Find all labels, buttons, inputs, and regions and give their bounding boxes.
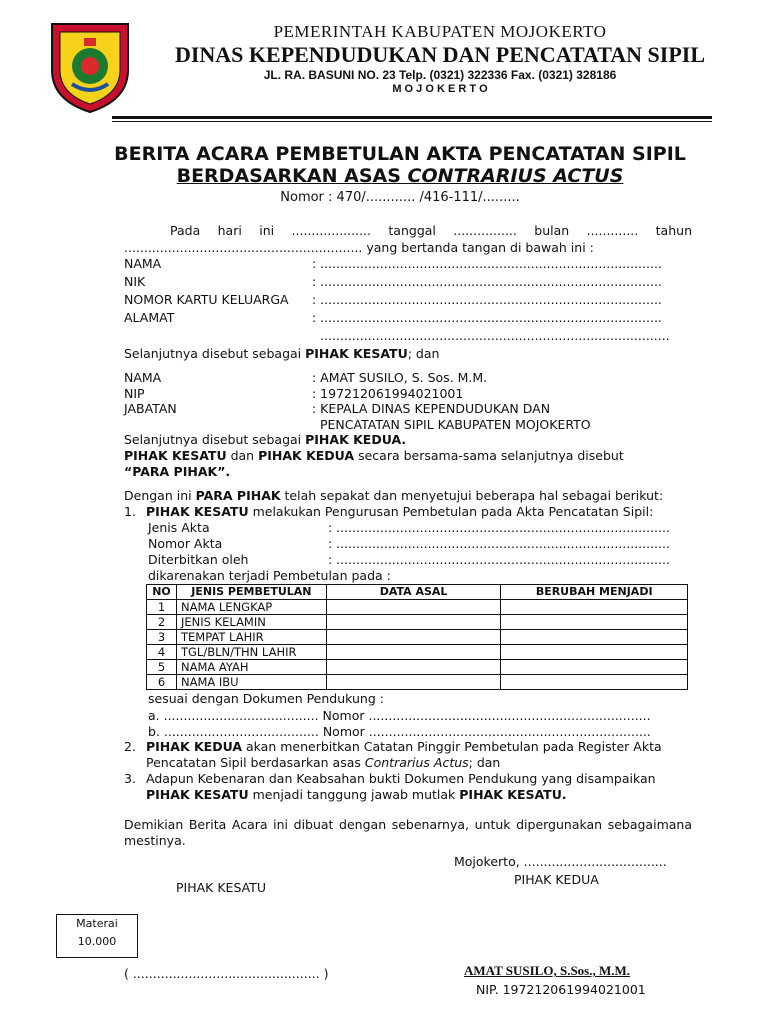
doc-number: Nomor : 470/............ /416-111/......... bbox=[280, 190, 520, 205]
table-row bbox=[147, 675, 688, 690]
header-city: M O J O K E R T O bbox=[392, 83, 488, 95]
header-rule-thin bbox=[112, 121, 712, 122]
sign-title-left: PIHAK KESATU bbox=[176, 880, 266, 895]
intro-paragraph: Pada hari ini .................... tanggal ................ bulan ............. tahun ............................................................ yang bertanda tangan di bawah ini : bbox=[124, 223, 692, 255]
p1-alamat-value: : ...................................................................................... bbox=[312, 310, 662, 325]
item2-text: PIHAK KEDUA akan menerbitkan Catatan Pinggir Pembetulan pada Register Akta bbox=[146, 739, 662, 754]
regional-emblem-icon bbox=[48, 18, 132, 114]
dokumen-b: b. ....................................... Nomor ....................................................................... bbox=[148, 724, 651, 739]
table-cell-asal bbox=[326, 645, 501, 660]
p2-nip-value: : 197212061994021001 bbox=[312, 386, 464, 401]
item3-line2: PIHAK KESATU menjadi tanggung jawab mutlak PIHAK KESATU. bbox=[146, 787, 567, 802]
p1-nik-label: NIK bbox=[124, 274, 146, 289]
table-cell-asal bbox=[326, 600, 501, 615]
para-pihak-line: PIHAK KESATU dan PIHAK KEDUA secara bersama-sama selanjutnya disebut bbox=[124, 448, 624, 463]
table-cell-no: 2 bbox=[147, 615, 177, 630]
table-row bbox=[147, 630, 688, 645]
item1-text: PIHAK KESATU melakukan Pengurusan Pembetulan pada Akta Pencatatan Sipil: bbox=[146, 504, 654, 519]
doc-title: BERITA ACARA PEMBETULAN AKTA PENCATATAN SIPIL bbox=[114, 143, 686, 165]
item3-number: 3. bbox=[124, 771, 136, 786]
p2-jabatan-cont: PENCATATAN SIPIL KABUPATEN MOJOKERTO bbox=[320, 417, 591, 432]
p1-nama-value: : ...................................................................................... bbox=[312, 256, 662, 271]
table-cell-menjadi bbox=[501, 660, 688, 675]
header-department: DINAS KEPENDUDUKAN DAN PENCATATAN SIPIL bbox=[174, 42, 706, 67]
item2-number: 2. bbox=[124, 739, 136, 754]
p1-designation: Selanjutnya disebut sebagai PIHAK KESATU; dan bbox=[124, 346, 440, 361]
item1-jenis-label: Jenis Akta bbox=[148, 520, 210, 535]
table-cell-asal bbox=[326, 660, 501, 675]
correction-table bbox=[146, 584, 688, 690]
p2-jabatan-label: JABATAN bbox=[124, 401, 177, 416]
p2-nama-label: NAMA bbox=[124, 370, 162, 385]
table-cell-no: 3 bbox=[147, 630, 177, 645]
p2-designation: Selanjutnya disebut sebagai PIHAK KEDUA. bbox=[124, 432, 407, 447]
p1-nama-label: NAMA bbox=[124, 256, 162, 271]
sign-name-right: AMAT SUSILO, S.Sos., M.M. bbox=[464, 963, 631, 978]
sign-title-right: PIHAK KEDUA bbox=[514, 872, 599, 887]
para-pihak-quote: “PARA PIHAK”. bbox=[124, 464, 231, 479]
table-cell-no: 1 bbox=[147, 600, 177, 615]
p2-nip-label: NIP bbox=[124, 386, 145, 401]
item3-text: Adapun Kebenaran dan Keabsahan bukti Dokumen Pendukung yang disampaikan bbox=[146, 771, 656, 786]
closing-paragraph: Demikian Berita Acara ini dibuat dengan sebenarnya, untuk dipergunakan sebagaimana mestinya. bbox=[124, 817, 692, 848]
dokumen-title: sesuai dengan Dokumen Pendukung : bbox=[148, 691, 384, 706]
table-row bbox=[147, 600, 688, 615]
header-address: JL. RA. BASUNI NO. 23 Telp. (0321) 322336 Fax. (0321) 328186 bbox=[263, 68, 617, 82]
p1-kk-label: NOMOR KARTU KELUARGA bbox=[124, 292, 289, 307]
p1-alamat-cont: ........................................................................................ bbox=[320, 328, 670, 343]
table-cell-jenis: NAMA IBU bbox=[176, 675, 326, 690]
stamp-label: Materai bbox=[76, 917, 118, 930]
item1-number: 1. bbox=[124, 504, 136, 519]
item1-nomor-value: : .................................................................................... bbox=[328, 536, 670, 551]
dokumen-a: a. ....................................... Nomor ....................................................................... bbox=[148, 708, 651, 723]
table-cell-jenis: NAMA AYAH bbox=[176, 660, 326, 675]
table-cell-menjadi bbox=[501, 600, 688, 615]
p1-nik-value: : ...................................................................................... bbox=[312, 274, 662, 289]
sign-name-left: ( ............................................... ) bbox=[124, 966, 329, 981]
p2-nama-value: : AMAT SUSILO, S. Sos. M.M. bbox=[312, 370, 488, 385]
table-row bbox=[147, 645, 688, 660]
table-cell-no: 5 bbox=[147, 660, 177, 675]
agreement-intro: Dengan ini PARA PIHAK telah sepakat dan menyetujui beberapa hal sebagai berikut: bbox=[124, 488, 664, 503]
item1-terbit-value: : .................................................................................... bbox=[328, 552, 670, 567]
header-government: PEMERINTAH KABUPATEN MOJOKERTO bbox=[273, 22, 607, 41]
table-cell-no: 4 bbox=[147, 645, 177, 660]
table-header-jenis: JENIS PEMBETULAN bbox=[176, 585, 326, 600]
table-cell-asal bbox=[326, 630, 501, 645]
item1-terbit-label: Diterbitkan oleh bbox=[148, 552, 249, 567]
table-cell-asal bbox=[326, 675, 501, 690]
table-cell-menjadi bbox=[501, 645, 688, 660]
item2-line2: Pencatatan Sipil berdasarkan asas Contrarius Actus; dan bbox=[146, 755, 501, 770]
table-cell-jenis: TGL/BLN/THN LAHIR bbox=[176, 645, 326, 660]
p2-jabatan-value: : KEPALA DINAS KEPENDUDUKAN DAN bbox=[312, 401, 551, 416]
table-cell-menjadi bbox=[501, 675, 688, 690]
item1-reason: dikarenakan terjadi Pembetulan pada : bbox=[148, 568, 391, 583]
table-row bbox=[147, 660, 688, 675]
table-header-asal: DATA ASAL bbox=[326, 585, 501, 600]
sign-nip-right: NIP. 197212061994021001 bbox=[476, 982, 646, 997]
place-date: Mojokerto, .................................... bbox=[454, 854, 667, 869]
table-header-menjadi: BERUBAH MENJADI bbox=[501, 585, 688, 600]
table-cell-no: 6 bbox=[147, 675, 177, 690]
duty-stamp-box bbox=[56, 914, 138, 958]
table-cell-menjadi bbox=[501, 615, 688, 630]
table-header-no: NO bbox=[147, 585, 177, 600]
doc-subtitle: BERDASARKAN ASAS CONTRARIUS ACTUS bbox=[176, 165, 624, 187]
item1-jenis-value: : .................................................................................... bbox=[328, 520, 670, 535]
p1-kk-value: : ...................................................................................... bbox=[312, 292, 662, 307]
table-header-row bbox=[147, 585, 688, 600]
table-row bbox=[147, 615, 688, 630]
table-cell-asal bbox=[326, 615, 501, 630]
table-cell-jenis: JENIS KELAMIN bbox=[176, 615, 326, 630]
p1-alamat-label: ALAMAT bbox=[124, 310, 175, 325]
table-cell-jenis: TEMPAT LAHIR bbox=[176, 630, 326, 645]
stamp-value: 10.000 bbox=[77, 935, 117, 948]
header-rule bbox=[112, 116, 712, 119]
item1-nomor-label: Nomor Akta bbox=[148, 536, 223, 551]
table-cell-jenis: NAMA LENGKAP bbox=[176, 600, 326, 615]
table-cell-menjadi bbox=[501, 630, 688, 645]
